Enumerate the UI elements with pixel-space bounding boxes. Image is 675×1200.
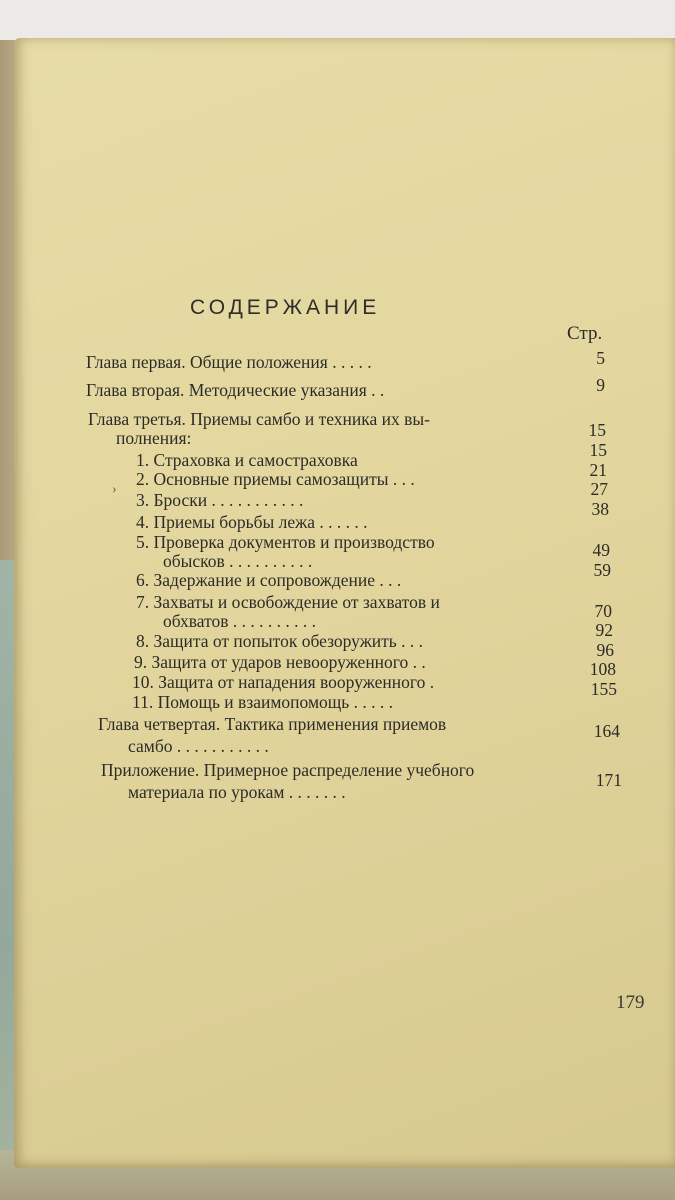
toc-entry-text: 7. Захваты и освобождение от захватов и <box>136 592 440 612</box>
toc-entry-page: 96 <box>596 640 614 660</box>
page-number: 179 <box>616 992 645 1013</box>
toc-entry-page: 15 <box>588 420 606 440</box>
toc-entry-page: 164 <box>593 721 620 741</box>
toc-entry-page: 5 <box>596 348 605 368</box>
toc-entry-page: 38 <box>591 499 609 519</box>
toc-entry-page: 155 <box>590 679 617 699</box>
toc-entry-page: 108 <box>589 659 616 679</box>
page-column-label: Стр. <box>567 323 603 344</box>
pencil-margin-mark: › <box>112 482 117 497</box>
toc-entry-text: 1. Страховка и самостраховка <box>136 450 358 470</box>
toc-entry-page: 70 <box>594 601 612 621</box>
toc-entry-text: 11. Помощь и взаимопомощь . . . . . <box>132 692 393 712</box>
toc-entry-text: 8. Защита от попыток обезоружить . . . <box>136 631 424 651</box>
toc-entry-text: Глава вторая. Методические указания . . <box>86 380 385 400</box>
toc-entry-page: 171 <box>595 770 622 790</box>
toc-entry-page: 15 <box>589 440 607 460</box>
toc-entry-text: Приложение. Примерное распределение учебного <box>101 760 475 780</box>
toc-entry-text: 2. Основные приемы самозащиты . . . <box>136 469 415 489</box>
toc-entry-text: Глава четвертая. Тактика применения приемов <box>98 714 447 734</box>
toc-entry-text: обхватов . . . . . . . . . . <box>163 611 317 631</box>
toc-entry-text: 3. Броски . . . . . . . . . . . <box>136 490 304 510</box>
toc-entry-page: 59 <box>593 560 611 580</box>
toc-entry-text: самбо . . . . . . . . . . . <box>128 736 269 756</box>
toc-entry-text: полнения: <box>116 428 192 448</box>
toc-entry-text: материала по урокам . . . . . . . <box>128 782 346 802</box>
toc-entry-page: 49 <box>592 540 610 560</box>
toc-entry-text: 9. Защита от ударов невооруженного . . <box>134 652 426 672</box>
toc-entry-text: Глава первая. Общие положения . . . . . <box>86 352 372 372</box>
toc-entry-page: 27 <box>590 479 608 499</box>
toc-entry-text: Глава третья. Приемы самбо и техника их вы- <box>88 409 430 429</box>
toc-entry-page: 92 <box>595 620 613 640</box>
toc-entry-page: 9 <box>596 375 605 395</box>
toc-entry-page: 21 <box>589 460 607 480</box>
toc-entry-text: 4. Приемы борьбы лежа . . . . . . <box>136 512 368 532</box>
toc-heading: СОДЕРЖАНИЕ <box>190 296 381 319</box>
toc-entry-text: 6. Задержание и сопровождение . . . <box>136 570 402 590</box>
toc-entry-text: 5. Проверка документов и производство <box>136 532 435 552</box>
toc-entry-text: обысков . . . . . . . . . . <box>163 551 313 571</box>
toc-entry-text: 10. Защита от нападения вооруженного . <box>132 672 435 692</box>
